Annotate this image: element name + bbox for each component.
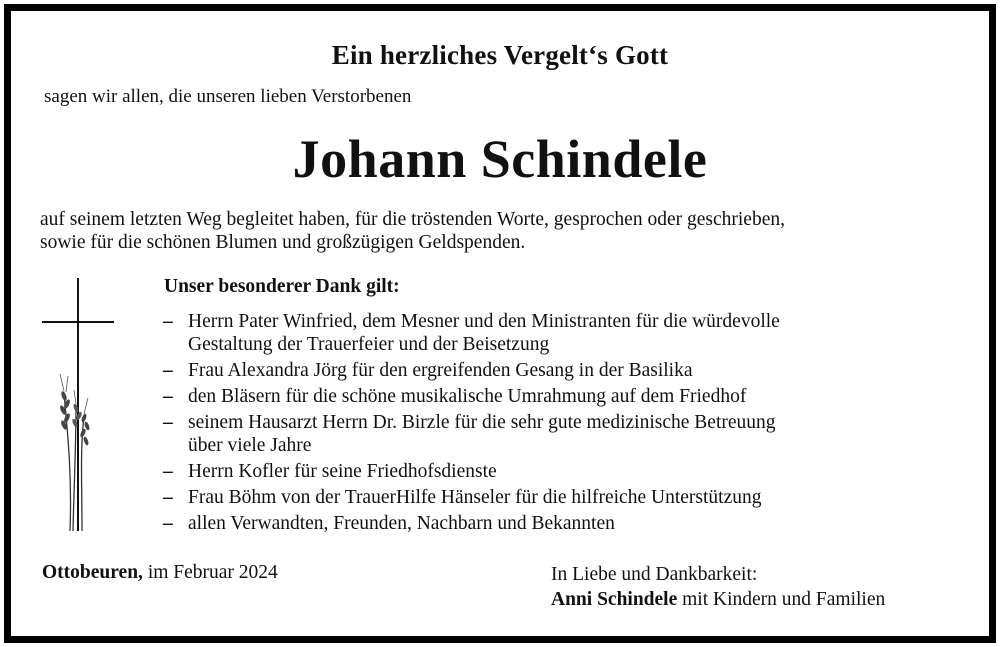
list-item-line-1: allen Verwandten, Freunden, Nachbarn und Bekannten: [188, 513, 615, 534]
notice-heading: Ein herzliches Vergelt‘s Gott: [331, 40, 669, 70]
intro-line: sagen wir allen, die unseren lieben Verstorbenen: [44, 86, 412, 107]
list-item-line-2: Gestaltung der Trauerfeier und der Beisetzung: [188, 334, 550, 355]
place-and-date: [42, 562, 278, 584]
dash-bullet: –: [163, 412, 173, 433]
list-item-line-1: Frau Alexandra Jörg für den ergreifenden Gesang in der Basilika: [188, 360, 693, 381]
deceased-name: Johann Schindele: [292, 129, 708, 189]
list-item-line-1: Herrn Pater Winfried, dem Mesner und den Ministranten für die würdevolle: [188, 311, 780, 332]
place: Ottobeuren,: [42, 562, 143, 583]
list-item: [163, 359, 963, 382]
list-item-line-1: Herrn Kofler für seine Friedhofsdienste: [188, 461, 497, 482]
special-thanks-list: [163, 310, 963, 538]
signature-block: [551, 562, 885, 612]
list-item: [163, 310, 963, 356]
closing-line: In Liebe und Dankbarkeit:: [551, 564, 758, 585]
list-item-line-2: über viele Jahre: [188, 435, 312, 456]
signer-line: [551, 587, 885, 612]
cross-with-wheat-icon: [40, 276, 120, 536]
list-item: [163, 385, 963, 408]
list-item-line-1: seinem Hausarzt Herrn Dr. Birzle für die sehr gute medizinische Betreuung: [188, 412, 776, 433]
dash-bullet: –: [163, 311, 173, 332]
thanks-paragraph: [40, 208, 970, 254]
list-item: [163, 512, 963, 535]
dash-bullet: –: [163, 360, 173, 381]
date: im Februar 2024: [147, 562, 278, 583]
signer-name: Anni Schindele: [551, 589, 678, 610]
thanks-line-1: auf seinem letzten Weg begleitet haben, für die tröstenden Worte, gesprochen oder geschrieben,: [40, 209, 785, 230]
special-thanks-title: Unser besonderer Dank gilt:: [164, 276, 400, 297]
dash-bullet: –: [163, 513, 173, 534]
dash-bullet: –: [163, 487, 173, 508]
list-item: [163, 460, 963, 483]
list-item: [163, 411, 963, 457]
thanks-line-2: sowie für die schönen Blumen und großzügigen Geldspenden.: [40, 232, 526, 253]
list-item: [163, 486, 963, 509]
list-item-line-1: Frau Böhm von der TrauerHilfe Hänseler für die hilfreiche Unterstützung: [188, 487, 762, 508]
dash-bullet: –: [163, 386, 173, 407]
signer-suffix: mit Kindern und Familien: [682, 589, 886, 610]
list-item-line-1: den Bläsern für die schöne musikalische Umrahmung auf dem Friedhof: [188, 386, 747, 407]
dash-bullet: –: [163, 461, 173, 482]
